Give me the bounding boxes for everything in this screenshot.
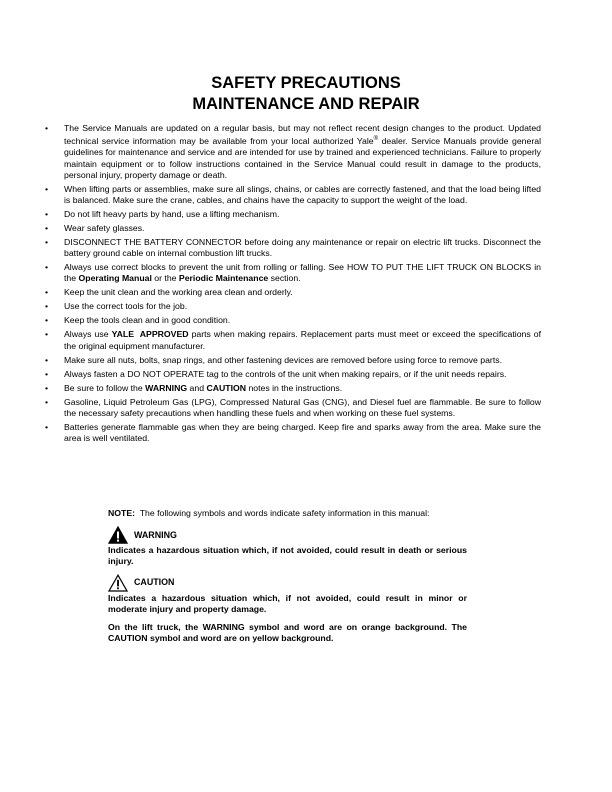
list-item: • Make sure all nuts, bolts, snap rings, and other fastening devices are removed before using force to remove parts. <box>45 354 502 365</box>
list-item: • The Service Manuals are updated on a regular basis, but may not reflect recent design changes to the product. Updated technical service information may be available from your local authorized Yale® dealer. Service Manuals provide general guidelines for maintenance and service and are intended for use by trained and experienced technicians. Failure to properly maintain equipment or to follow instructions contained in the Service Manual could result in damage to the products, personal injury, property damage or death. <box>45 123 541 180</box>
caution-description: Indicates a hazardous situation which, if not avoided, could result in minor or moderate injury and property damage. <box>108 592 467 614</box>
caution-triangle-icon <box>108 574 128 592</box>
bullet: • <box>45 301 49 312</box>
registered-mark: ® <box>373 136 379 143</box>
list-item: • Be sure to follow the WARNING and CAUTION notes in the instructions. <box>45 382 343 393</box>
warning-description: Indicates a hazardous situation which, if not avoided, could result in death or serious injury. <box>108 545 467 567</box>
warning-heading <box>108 525 467 545</box>
note-label: NOTE: <box>108 508 136 518</box>
note-block <box>108 508 467 644</box>
bullet: • <box>45 287 49 298</box>
bullet: • <box>45 396 49 407</box>
bullet: • <box>45 421 49 432</box>
bullet: • <box>45 183 49 194</box>
list-item: • Keep the tools clean and in good condition. <box>45 315 231 326</box>
bullet: • <box>45 354 49 365</box>
symbol-color-note: On the lift truck, the WARNING symbol and word are on orange background. The CAUTION symbol and word are on yellow background. <box>108 622 467 644</box>
bullet: • <box>45 262 49 273</box>
note-intro: NOTE: The following symbols and words indicate safety information in this manual: <box>108 508 430 518</box>
list-item: • Always use YALE APPROVED parts when making repairs. Replacement parts must meet or exceed the specifications of the original equipment manufacturer. <box>45 329 542 351</box>
list-item: • Do not lift heavy parts by hand, use a lifting mechanism. <box>45 208 280 219</box>
caution-heading <box>108 573 467 593</box>
safety-list <box>44 123 541 447</box>
title-line-2: MAINTENANCE AND REPAIR <box>192 95 420 113</box>
page-title <box>0 73 612 115</box>
list-item: • Keep the unit clean and the working area clean and orderly. <box>45 287 293 298</box>
bullet: • <box>45 222 49 233</box>
list-item: • When lifting parts or assemblies, make sure all slings, chains, or cables are correctly fastened, and that the load being lifted is balanced. Make sure the crane, cables, and chains have the capacity to support the weight of the load. <box>45 183 541 205</box>
bullet: • <box>45 236 49 247</box>
bullet: • <box>45 208 49 219</box>
bullet: • <box>45 368 49 379</box>
list-item: • Wear safety glasses. <box>45 222 145 233</box>
list-item: • Use the correct tools for the job. <box>45 301 188 312</box>
bullet: • <box>45 329 49 340</box>
title-line-1: SAFETY PRECAUTIONS <box>211 74 401 92</box>
bullet: • <box>45 123 49 133</box>
list-item: • Always use correct blocks to prevent the unit from rolling or falling. See HOW TO PUT THE LIFT TRUCK ON BLOCKS in the Operating Manual or the Periodic Maintenance section. <box>45 262 541 284</box>
bullet: • <box>45 315 49 326</box>
caution-word: CAUTION <box>134 577 175 587</box>
warning-word: WARNING <box>134 529 177 540</box>
list-item: • Always fasten a DO NOT OPERATE tag to the controls of the unit when making repairs, or if the unit needs repairs. <box>45 368 507 379</box>
list-item: • Gasoline, Liquid Petroleum Gas (LPG), Compressed Natural Gas (CNG), and Diesel fuel are flammable. Be sure to follow the necessary safety precautions when handling these fuels and when working on these fuel systems. <box>45 396 541 418</box>
bullet: • <box>45 382 49 393</box>
warning-triangle-icon <box>108 526 128 544</box>
list-item: • DISCONNECT THE BATTERY CONNECTOR before doing any maintenance or repair on electric lift trucks. Disconnect the battery ground cable on internal combustion lift trucks. <box>45 236 541 259</box>
list-item: • Batteries generate flammable gas when they are being charged. Keep fire and sparks away from the area. Make sure the area is well ventilated. <box>45 421 541 443</box>
